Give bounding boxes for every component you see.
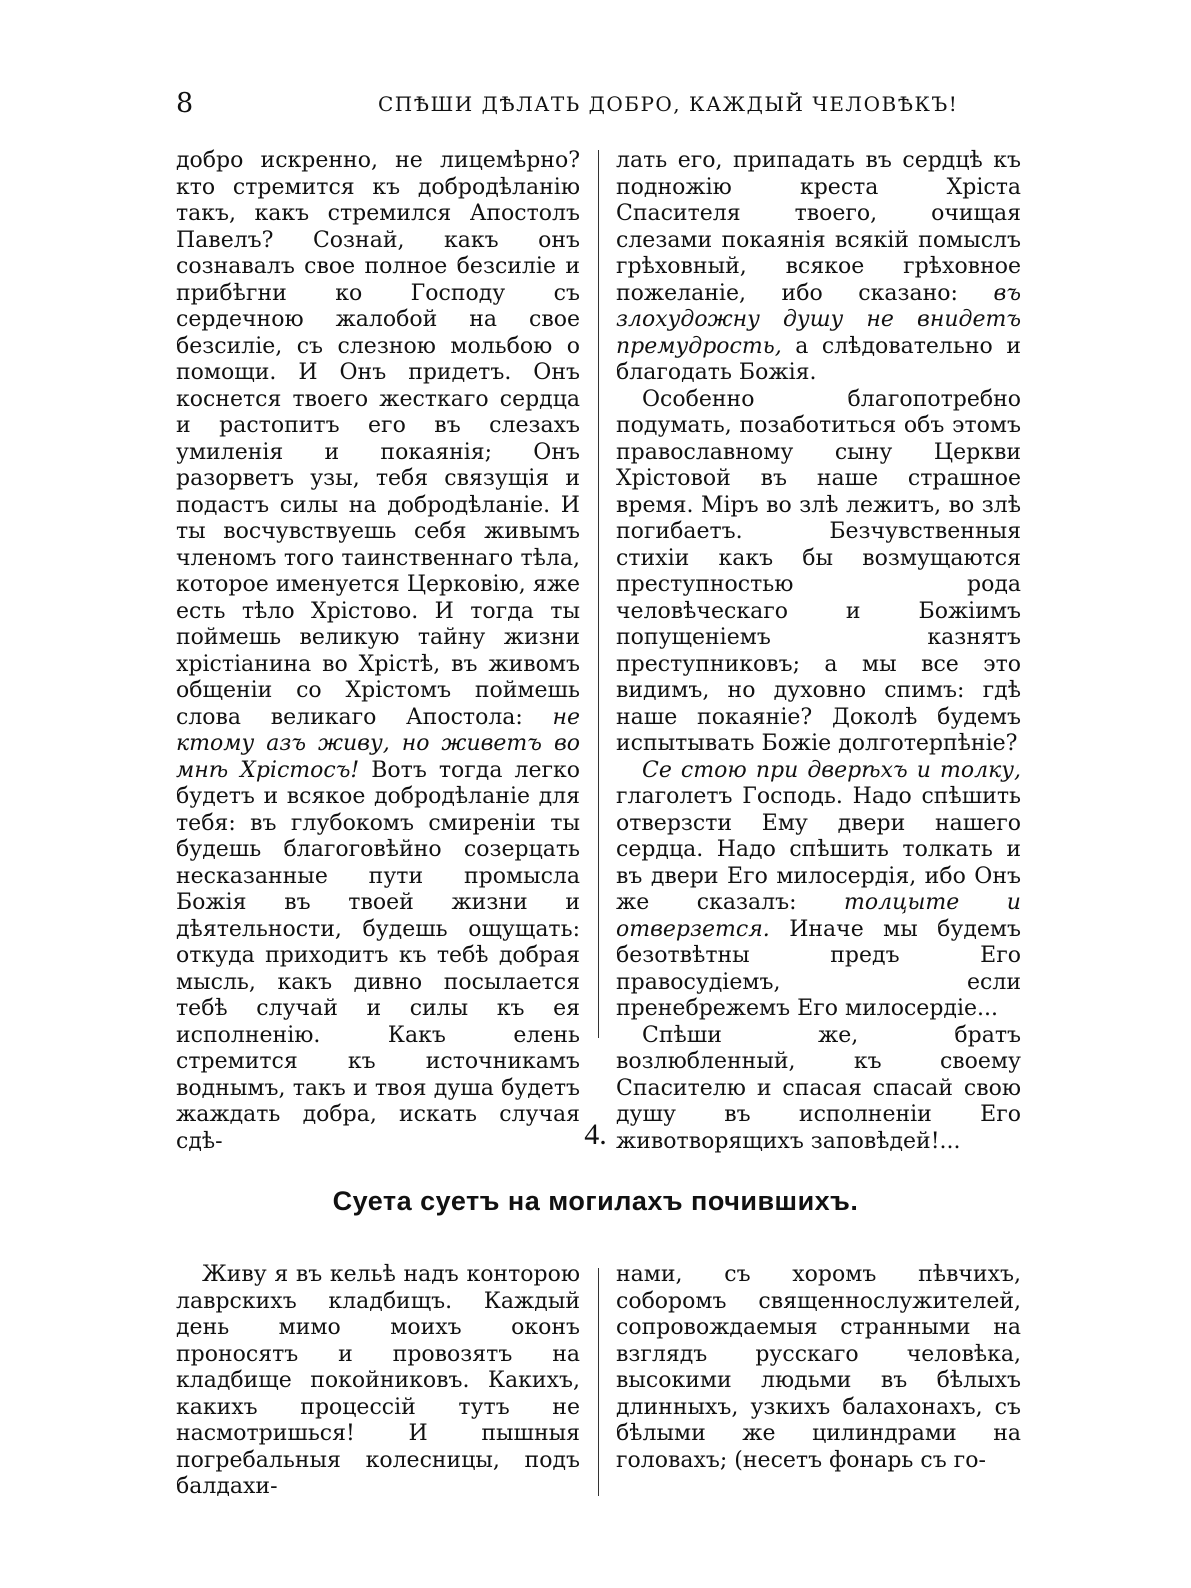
text-span: глаголетъ Господь. Надо спѣшить отверзсти Ему двери нашего сердца. Надо спѣшить толкать и въ двери Его милосердія, ибо Онъ же сказалъ: xyxy=(616,784,1021,915)
paragraph xyxy=(616,148,1021,387)
text-span: а слѣдовательно и благодать Божія. xyxy=(616,333,1021,385)
text-span: Спѣши же, братъ возлюбленный, къ своему Спасителю и спасая спасай свою душу въ исполненіи Его животворящихъ заповѣдей!... xyxy=(616,1022,1021,1154)
paragraph xyxy=(616,758,1021,1023)
text-span: Иначе мы будемъ безотвѣтны предъ Его правосудіемъ, если пренебрежемъ Его милосердіе... xyxy=(616,916,1021,1021)
column-divider xyxy=(598,150,599,1038)
text-column-right xyxy=(616,148,1021,1155)
paragraph xyxy=(176,148,580,1155)
page-number: 8 xyxy=(176,88,194,119)
paragraph xyxy=(176,1262,580,1501)
text-column-left xyxy=(176,1262,580,1501)
text-span: лать его, припадать въ сердцѣ къ подножію креста Хріста Спасителя твоего, очищая слезами покаянія всякій помыслъ грѣховный, всякое грѣховное пожеланіе, ибо сказано: xyxy=(616,148,1021,306)
text-column-left xyxy=(176,148,580,1155)
paragraph xyxy=(616,387,1021,758)
section-number: 4. xyxy=(584,1118,607,1151)
text-span: нами, съ хоромъ пѣвчихъ, соборомъ священнослужителей, сопровождаемыя странными на взглядъ русскаго человѣка, высокими людьми въ бѣлыхъ длинныхъ, узкихъ балахонахъ, съ бѣлыми же цилиндрами на головахъ; (несетъ фонарь съ го- xyxy=(616,1262,1021,1473)
italic-quote: въ злохудожну душу не внидетъ премудрость, xyxy=(616,280,1021,359)
text-span: добро искренно, не лицемѣрно? кто стремится къ добродѣланію такъ, какъ стремился Апостолъ Павелъ? Сознай, какъ онъ сознавалъ свое полное безсиліе и прибѣгни ко Господу съ сердечною жалобой на свое безсиліе, съ слезною мольбою о помощи. И Онъ придетъ. Онъ коснется твоего жесткаго сердца и растопитъ его въ слезахъ умиленія и покаянія; Онъ разорветъ узы, тебя связущія и подастъ силы на добродѣланіе. И ты восчувствуешь себя живымъ членомъ того таинственнаго тѣла, которое именуется Церковію, яже есть тѣло Хрістово. И тогда ты поймешь великую тайну жизни хрістіанина во Хрістѣ, въ живомъ общеніи со Хрістомъ поймешь слова великаго Апостола: xyxy=(176,148,580,730)
italic-quote: толцыте и отверзется. xyxy=(616,890,1021,942)
running-head: СПѢШИ ДѢЛАТЬ ДОБРО, КАЖДЫЙ ЧЕЛОВѢКЪ! xyxy=(378,92,959,116)
section-title: Суета суетъ на могилахъ почившихъ. xyxy=(332,1186,859,1216)
text-span: Особенно благопотребно подумать, позаботиться объ этомъ православному сыну Церкви Хрістовой въ наше страшное время. Міръ во злѣ лежитъ, во злѣ погибаетъ. Безчувственныя стихіи какъ бы возмущаются преступностью рода человѣческаго и Божіимъ попущеніемъ казнятъ преступниковъ; а мы все это видимъ, но духовно спимъ: гдѣ наше покаяніе? Доколѣ будемъ испытывать Божіе долготерпѣніе? xyxy=(616,386,1021,756)
column-divider xyxy=(598,1268,599,1496)
italic-quote: не ктому азъ живу, но живетъ во мнѣ Хрістосъ! xyxy=(176,704,580,783)
italic-quote: Се стою при дверѣхъ и толку, xyxy=(642,757,1021,783)
paragraph xyxy=(616,1262,1021,1474)
text-column-right xyxy=(616,1262,1021,1474)
text-span: Вотъ тогда легко будетъ и всякое добродѣланіе для тебя: въ глубокомъ смиреніи ты будешь благоговѣйно созерцать несказанные пути промысла Божія въ твоей жизни и дѣятельности, будешь ощущать: откуда приходитъ къ тебѣ добрая мысль, какъ дивно посылается тебѣ случай и силы къ ея исполненію. Какъ елень стремится къ источникамъ воднымъ, такъ и твоя душа будетъ жаждать добра, искать случая сдѣ- xyxy=(176,757,581,1154)
text-span: Живу я въ кельѣ надъ конторою лаврскихъ кладбищъ. Каждый день мимо моихъ оконъ проносятъ и провозятъ на кладбище покойниковъ. Какихъ, какихъ процессій тутъ не насмотришься! И пышныя погребальныя колесницы, подъ балдахи- xyxy=(176,1262,580,1499)
